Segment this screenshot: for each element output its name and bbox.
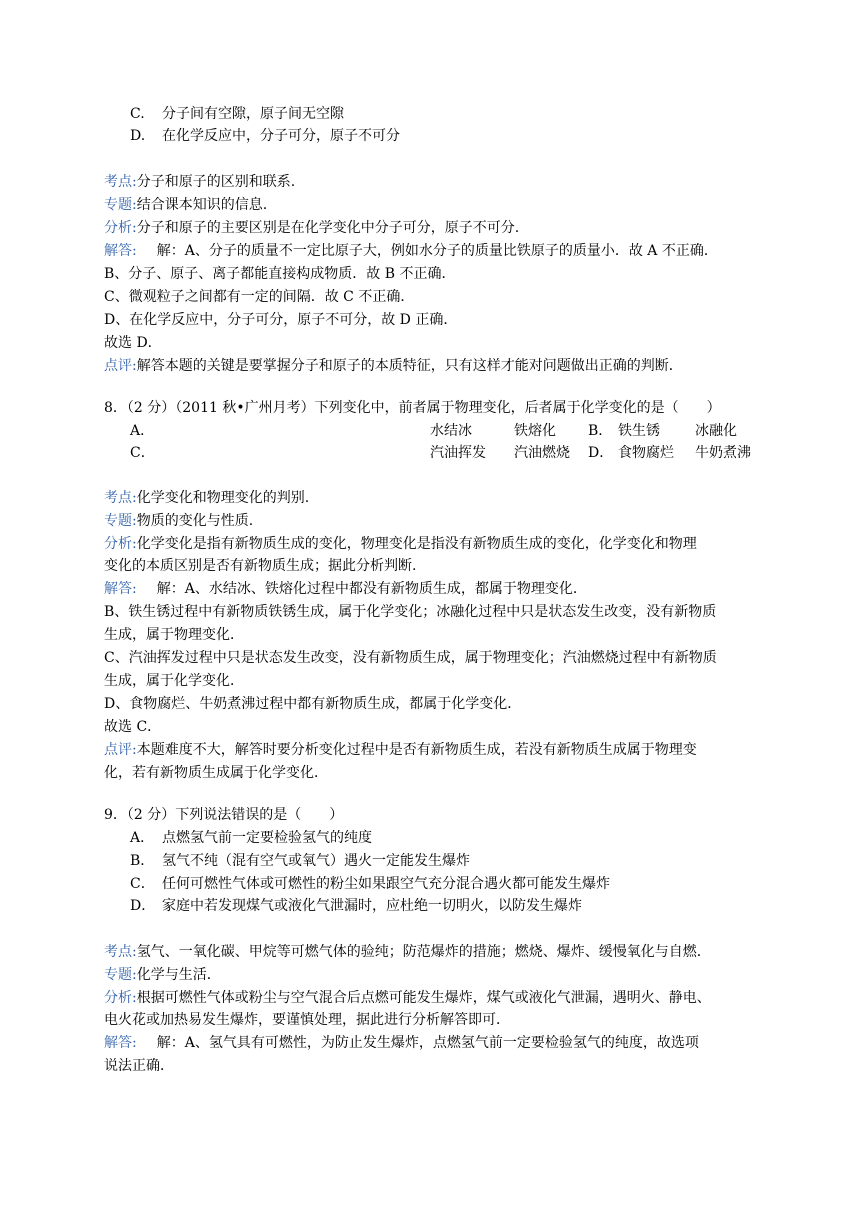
dianping-line: 点评:本题难度不大，解答时要分析变化过程中是否有新物质生成，若没有新物质生成属于物理变 xyxy=(104,742,697,758)
option-c: C． 任何可燃性气体或可燃性的粉尘如果跟空气充分混合遇火都可能发生爆炸 xyxy=(130,876,610,892)
zhuanti-label: 专题: xyxy=(104,513,137,529)
fenxi-line: 电火花或加热易发生爆炸，要谨慎处理，据此进行分析解答即可． xyxy=(104,1012,510,1028)
option-a: A． 点燃氢气前一定要检验氢气的纯度 xyxy=(130,830,372,846)
zhuanti-label: 专题: xyxy=(104,967,137,983)
dianping-label: 点评: xyxy=(104,358,137,374)
jieda-line: C、微观粒子之间都有一定的间隔．故 C 不正确． xyxy=(104,289,415,305)
jieda-line: B、铁生锈过程中有新物质铁锈生成，属于化学变化；冰融化过程中只是状态发生改变，没有新物质 xyxy=(104,604,717,620)
fenxi-line: 变化的本质区别是否有新物质生成；据此分析判断. xyxy=(104,558,417,574)
jieda-line: 解答: 解：A、分子的质量不一定比原子大，例如水分子的质量比铁原子的质量小．故 A 不正确． xyxy=(104,243,718,259)
kaodian-label: 考点: xyxy=(104,174,137,190)
jieda-line: C、汽油挥发过程中只是状态发生改变，没有新物质生成，属于物理变化；汽油燃烧过程中有新物质 xyxy=(104,650,717,666)
kaodian-label: 考点: xyxy=(104,490,137,506)
jieda-label: 解答: xyxy=(104,1035,137,1051)
jieda-line: D、在化学反应中，分子可分，原子不可分，故 D 正确． xyxy=(104,312,458,328)
jieda-line: 解答: 解：A、氢气具有可燃性，为防止发生爆炸，点燃氢气前一定要检验氢气的纯度，故选项 xyxy=(104,1035,699,1051)
dianping-label: 点评: xyxy=(104,742,137,758)
answer-line: 故选 D． xyxy=(104,335,162,351)
jieda-line: 生成，属于化学变化． xyxy=(104,673,244,689)
zhuanti-line: 专题:化学与生活． xyxy=(104,967,221,983)
fenxi-line: 分析:根据可燃性气体或粉尘与空气混合后点燃可能发生爆炸，煤气或液化气泄漏，遇明火、静电、 xyxy=(104,990,711,1006)
kaodian-line: 考点:分子和原子的区别和联系. xyxy=(104,174,296,190)
fenxi-label: 分析: xyxy=(104,990,137,1006)
jieda-line: B、分子、原子、离子都能直接构成物质．故 B 不正确． xyxy=(104,266,456,282)
jieda-line: 生成，属于物理变化． xyxy=(104,627,244,643)
jieda-line: 解答: 解：A、水结冰、铁熔化过程中都没有新物质生成，都属于物理变化． xyxy=(104,581,587,597)
zhuanti-label: 专题: xyxy=(104,197,137,213)
fenxi-label: 分析: xyxy=(104,220,137,236)
fenxi-label: 分析: xyxy=(104,536,137,552)
jieda-label: 解答: xyxy=(104,581,137,597)
zhuanti-line: 专题:结合课本知识的信息. xyxy=(104,197,268,213)
option-d: D. 在化学反应中，分子可分，原子不可分 xyxy=(130,128,400,144)
page: C. 分子间有空隙，原子间无空隙 D. 在化学反应中，分子可分，原子不可分 考点:分子和原子的区别和联系. 专题:结合课本知识的信息. 分析:分子和原子的主要区别是在化学变化中分子可分，原子不可分. 解答: 解：A、分子的质量不一定比原子大，例如水分子的质量比铁原子的质量小．故 A 不正确． B、分子、原子、离子都能直接构成物质．故 B 不正确． C、微观粒子之间都有一定的间隔．故 C 不正确． D、在化学反应中，分子可分，原子不可分，故 D 正确． 故选 D． 点评:解答本题的关键是要掌握分子和原子的本质特征，只有这样才能对问题做出正确的判断． 8．（2 分）（2011 秋•广州月考）下列变化中，前者属于物理变化，后者属于化学变化的是（ ） A． 水结冰 铁熔化 B． 铁生锈 冰融化 C． 汽油挥发 汽油燃烧 D． 食物腐烂 牛奶煮沸 考点:化学变化和物理变化的判别. 专题:物质的变化与性质. 分析:化学变化是指有新物质生成的变化，物理变化是指没有新物质生成的变化，化学变化和物理 变化的本质区别是否有新物质生成；据此分析判断. 解答: 解：A、水结冰、铁熔化过程中都没有新物质生成，都属于物理变化． B、铁生锈过程中有新物质铁锈生成，属于化学变化；冰融化过程中只是状态发生改变，没有新物质 生成，属于物理变化． C、汽油挥发过程中只是状态发生改变，没有新物质生成，属于物理变化；汽油燃烧过程中有新物质 生成，属于化学变化． D、食物腐烂、牛奶煮沸过程中都有新物质生成，都属于化学变化． 故选 C． 点评:本题难度不大，解答时要分析变化过程中是否有新物质生成，若没有新物质生成属于物理变 化，若有新物质生成属于化学变化． 9．（2 分）下列说法错误的是（ ） A． 点燃氢气前一定要检验氢气的纯度 B． 氢气不纯（混有空气或氧气）遇火一定能发生爆炸 C． 任何可燃性气体或可燃性的粉尘如果跟空气充分混合遇火都可能发生爆炸 D． 家庭中若发现煤气或液化气泄漏时，应杜绝一切明火，以防发生爆炸 考点:氢气、一氧化碳、甲烷等可燃气体的验纯；防范爆炸的措施；燃烧、爆炸、缓慢氧化与自燃． 专题:化学与生活． 分析:根据可燃性气体或粉尘与空气混合后点燃可能发生爆炸，煤气或液化气泄漏，遇明火、静电、 电火花或加热易发生爆炸，要谨慎处理，据此进行分析解答即可． 解答: 解：A、氢气具有可燃性，为防止发生爆炸，点燃氢气前一定要检验氢气的纯度，故选项 说法正确． xyxy=(104,106,751,1074)
zhuanti-line: 专题:物质的变化与性质. xyxy=(104,513,254,529)
jieda-line: D、食物腐烂、牛奶煮沸过程中都有新物质生成，都属于化学变化． xyxy=(104,696,522,712)
jieda-label: 解答: xyxy=(104,243,137,259)
fenxi-line: 分析:化学变化是指有新物质生成的变化，物理变化是指没有新物质生成的变化，化学变化和物理 xyxy=(104,536,697,552)
option-b: B． 氢气不纯（混有空气或氧气）遇火一定能发生爆炸 xyxy=(130,853,470,869)
dianping-line: 化，若有新物质生成属于化学变化． xyxy=(104,765,328,781)
answer-line: 故选 C． xyxy=(104,719,162,735)
dianping-line: 点评:解答本题的关键是要掌握分子和原子的本质特征，只有这样才能对问题做出正确的判断． xyxy=(104,358,683,374)
option-d: D． 家庭中若发现煤气或液化气泄漏时，应杜绝一切明火，以防发生爆炸 xyxy=(130,898,582,914)
option-c: C. 分子间有空隙，原子间无空隙 xyxy=(130,106,344,122)
question-stem: 8．（2 分）（2011 秋•广州月考）下列变化中，前者属于物理变化，后者属于化学变化的是（ ） xyxy=(104,400,721,416)
kaodian-label: 考点: xyxy=(104,944,137,960)
jieda-line: 说法正确． xyxy=(104,1058,174,1074)
question-stem: 9．（2 分）下列说法错误的是（ ） xyxy=(104,807,344,823)
kaodian-line: 考点:化学变化和物理变化的判别. xyxy=(104,490,310,506)
kaodian-line: 考点:氢气、一氧化碳、甲烷等可燃气体的验纯；防范爆炸的措施；燃烧、爆炸、缓慢氧化与自燃． xyxy=(104,944,711,960)
fenxi-line: 分析:分子和原子的主要区别是在化学变化中分子可分，原子不可分. xyxy=(104,220,520,236)
